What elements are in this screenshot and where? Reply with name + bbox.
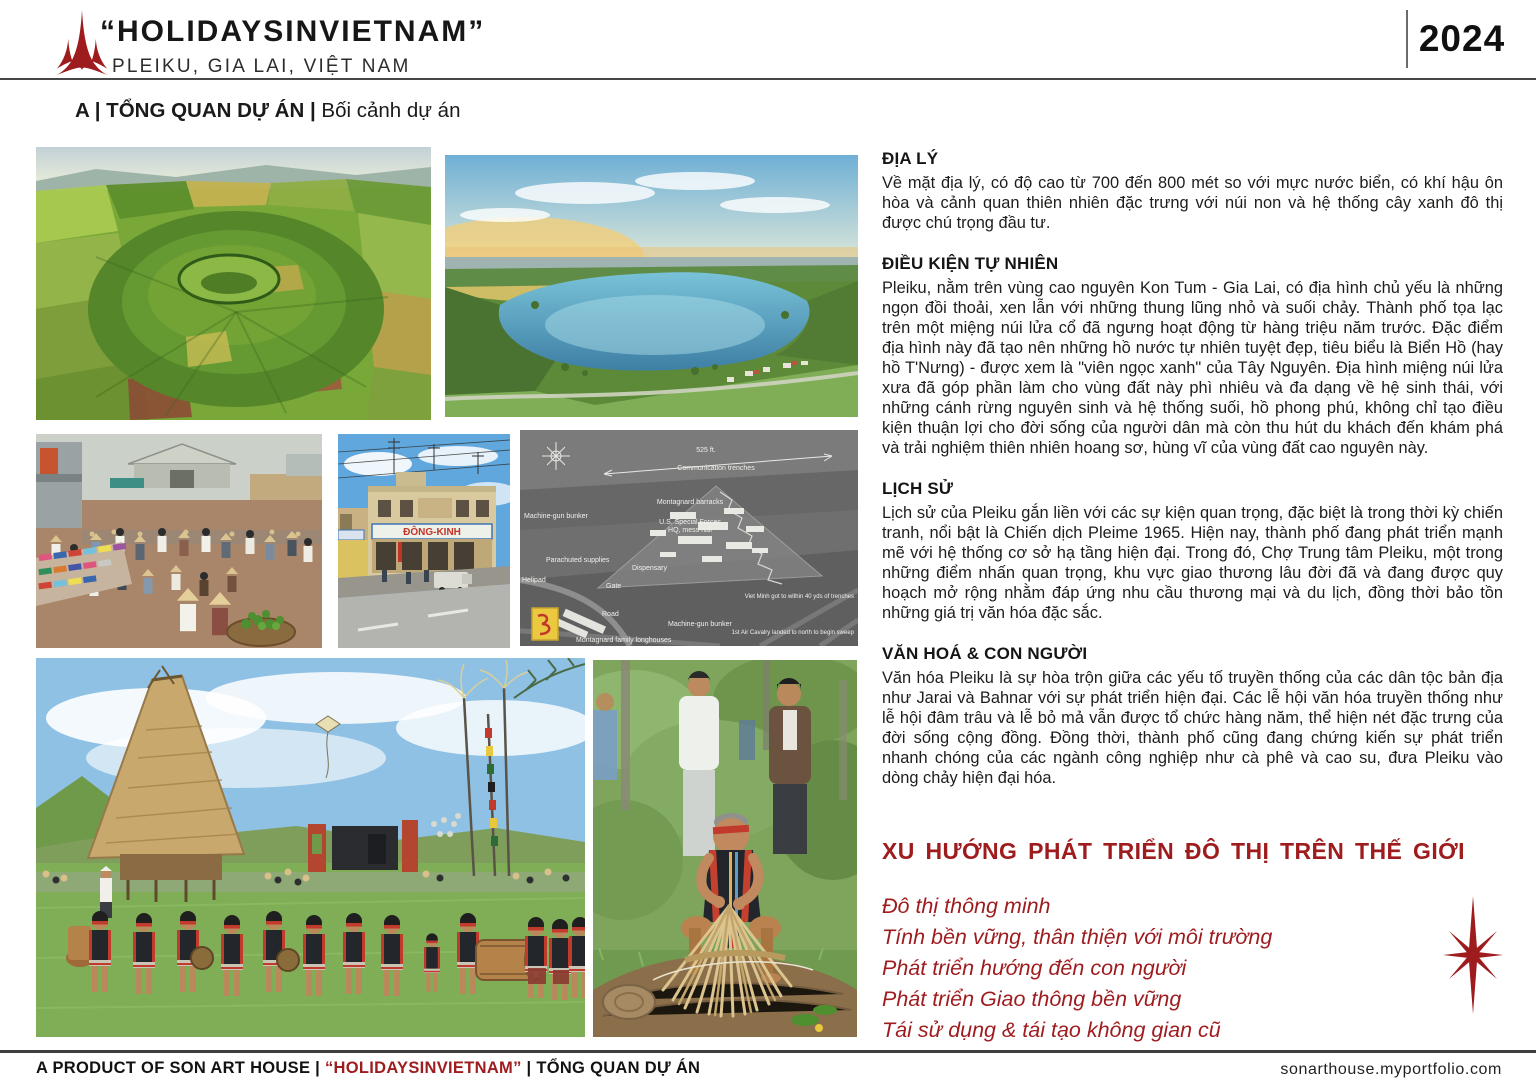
year-divider xyxy=(1406,10,1408,68)
trend-item: Tái sử dụng & tái tạo không gian cũ xyxy=(882,1018,1221,1042)
old-street-corner-photo xyxy=(338,434,510,648)
footer-credit-prefix: A PRODUCT OF SON ART HOUSE | xyxy=(36,1059,325,1077)
trend-item: Phát triển Giao thông bền vững xyxy=(882,987,1182,1011)
map-label: HQ, mess hall xyxy=(668,527,712,534)
page-title xyxy=(75,99,461,123)
dong-kinh-sign: ĐÔNG-KINH xyxy=(403,527,461,538)
map-label: Gate xyxy=(606,583,622,590)
trend-item: Phát triển hướng đến con người xyxy=(882,956,1187,980)
map-label: Communication trenches xyxy=(677,465,755,472)
map-label: 1st Air Cavalry landed to north to begin sweep xyxy=(731,630,854,636)
urban-trends-block xyxy=(882,838,1465,1046)
map-label: Helipad xyxy=(522,577,546,584)
brand-title: “HOLIDAYSINVIETNAM” xyxy=(100,15,486,48)
page-title-suffix: Bối cảnh dự án xyxy=(321,99,461,122)
section-heading: VĂN HOÁ & CON NGƯỜI xyxy=(882,644,1088,663)
footer-brand: “HOLIDAYSINVIETNAM” xyxy=(324,1059,522,1077)
map-label: Parachuted supplies xyxy=(546,557,610,564)
archive-stamp xyxy=(532,608,558,640)
section-body: Về mặt địa lý, có độ cao từ 700 đến 800 mét so với mực nước biển, có khí hậu ôn hòa và cảnh quan thiên nhiên đặc trưng với núi non và hệ thống cây xanh đô thị được chú trọng đầu tư. xyxy=(882,174,1503,232)
section-heading: ĐỊA LÝ xyxy=(882,149,939,168)
footer-credit-suffix: | TỔNG QUAN DỰ ÁN xyxy=(521,1059,701,1077)
aerial-volcano-farmland-photo xyxy=(36,147,431,420)
map-label: Road xyxy=(602,611,619,618)
map-label: 525 ft. xyxy=(696,447,716,454)
basket-weaver-photo xyxy=(593,660,857,1037)
footer-url: sonarthouse.myportfolio.com xyxy=(1280,1061,1502,1078)
year-label: 2024 xyxy=(1418,18,1506,59)
section-geography xyxy=(882,148,1503,233)
header-rule xyxy=(0,78,1536,80)
map-label: Machine-gun bunker xyxy=(668,621,732,628)
section-history xyxy=(882,478,1503,623)
footer-credit xyxy=(36,1059,700,1078)
section-body: Lịch sử của Pleiku gắn liền với các sự kiện quan trọng, đặc biệt là trong thời kỳ chiến tranh, nổi bật là Chiến dịch Pleime 1965. Hiện nay, thành phố đang phát triển mạnh mẽ với hệ thống cơ sở hạ tầng hiện đại. Trong đó, Chợ Trung tâm Pleiku, một trong những điểm nhấn quan trọng, khu vực giao thương lâu đời đã và đang được quy hoạch mở rộng nhằm đáp ứng nhu cầu thương mại và du lịch, đồng thời bảo tồn những giá trị văn hóa đặc sắc. xyxy=(882,504,1503,622)
trend-item: Đô thị thông minh xyxy=(882,894,1051,918)
trend-item: Tính bền vững, thân thiện với môi trường xyxy=(882,925,1273,949)
section-culture-people xyxy=(882,643,1503,788)
map-label: Viet Minh got to within 40 yds of trenches xyxy=(744,594,854,600)
bien-ho-lake-aerial-photo xyxy=(445,155,858,417)
info-column xyxy=(882,148,1503,808)
section-heading: LỊCH SỬ xyxy=(882,479,954,498)
plei-me-camp-aerial-photo xyxy=(520,430,858,646)
trends-heading: XU HƯỚNG PHÁT TRIỂN ĐÔ THỊ TRÊN THẾ GIỚI xyxy=(882,838,1465,864)
map-label: Machine-gun bunker xyxy=(524,513,588,520)
map-label: U.S. Special Forces xyxy=(659,519,721,526)
section-natural-conditions xyxy=(882,253,1503,458)
compass-star-icon xyxy=(1441,896,1505,1014)
brand-subtitle: PLEIKU, GIA LAI, VIỆT NAM xyxy=(112,56,411,77)
page-title-prefix: A | TỔNG QUAN DỰ ÁN | xyxy=(75,99,322,122)
section-heading: ĐIỀU KIỆN TỰ NHIÊN xyxy=(882,254,1059,273)
section-body: Pleiku, nằm trên vùng cao nguyên Kon Tum - Gia Lai, có địa hình chủ yếu là những ngọn đồi thoải, xen lẫn với những thung lũng nhỏ và suối chảy. Thành phố tọa lạc trên một miệng núi lửa cổ đã ngưng hoạt động từ hàng triệu năm trước. Đặc điểm địa hình này đã tạo nên những hồ nước tự nhiên tuyệt đẹp, tiêu biểu là Biển Hồ (hay hồ T'Nưng) - được xem là "viên ngọc xanh" của Tây Nguyên. Địa hình miệng núi lửa xưa đã góp phần làm cho vùng đất này phì nhiêu và đa dạng về hệ sinh thái, với những cánh rừng nguyên sinh và hệ thống suối, hồ phong phú, không chỉ tạo điều kiện thuận lợi cho đời sống của người dân mà còn thu hút du khách đến khám phá và trải nghiệm thiên nhiên hoang sơ, hùng vĩ của vùng đất cao nguyên này. xyxy=(882,279,1503,457)
gong-festival-rong-house-photo xyxy=(36,658,585,1037)
map-label: Dispensary xyxy=(632,565,668,572)
footer-rule xyxy=(0,1050,1536,1053)
old-pleiku-market-photo xyxy=(36,434,322,648)
map-label: Montagnard family longhouses xyxy=(576,637,672,644)
section-body: Văn hóa Pleiku là sự hòa trộn giữa các yếu tố truyền thống của các dân tộc bản địa như Jarai và Bahnar với sự phát triển hiện đại. Các lễ hội văn hóa truyền thống như lễ hội đâm trâu và lễ bỏ mả vẫn được tổ chức hàng năm, thể hiện nét đặc trưng của đời sống cộng đồng. Đồng thời, thành phố cũng đang chứng kiến sự phát triển nhanh chóng của các ngành công nghiệp như cà phê và cao su, đưa Pleiku vào dòng chảy hiện đại hóa. xyxy=(882,669,1503,787)
map-label: Montagnard barracks xyxy=(656,499,724,506)
